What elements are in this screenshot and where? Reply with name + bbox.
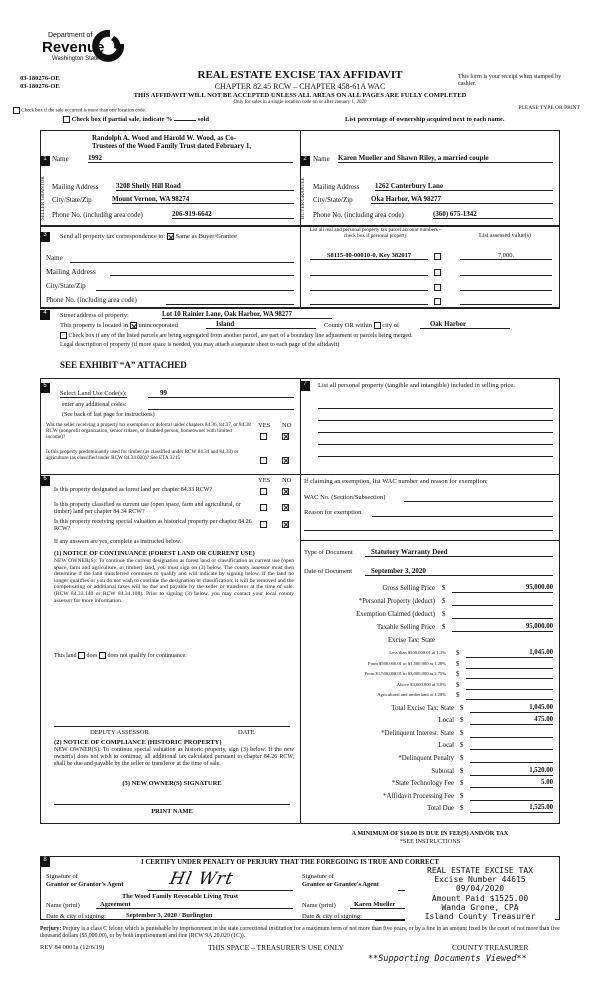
perjury-label: Perjury: bbox=[40, 926, 62, 932]
dept-name: Revenue bbox=[42, 39, 105, 56]
tax-total-7-value[interactable] bbox=[470, 792, 553, 801]
tax-total-2-currency: $ bbox=[460, 729, 464, 737]
s6-q1-yes[interactable] bbox=[260, 487, 267, 495]
s5-q1: Was the seller receiving a property tax exemption or deferral under chapters 84.36, 84.37, or 84.38 RCW (nonprofit organization, senior citizen, or disabled person, homeowner with limited income)? bbox=[46, 422, 251, 440]
s6-q2: Is this property classified as current use (open space, farm and agricultural, or timber) land per chapter 84.34 RCW? bbox=[54, 502, 241, 515]
s5-no-header: NO bbox=[282, 422, 292, 429]
assessed-line-3[interactable] bbox=[460, 290, 552, 291]
tax-row-1-value[interactable] bbox=[452, 597, 553, 606]
does-label: does bbox=[86, 652, 98, 659]
parcel-header: List all real and personal property tax parcel account numbers – check box if personal property bbox=[309, 227, 442, 239]
form-warning: THIS AFFIDAVIT WILL NOT BE ACCEPTED UNLESS ALL AREAS ON ALL PAGES ARE FULLY COMPLETED bbox=[133, 92, 467, 99]
stamp-line-6: Island County Treasurer bbox=[424, 912, 536, 922]
partial-sale-checkbox[interactable] bbox=[63, 116, 70, 123]
s5-q2: Is this property predominantly used for timber (as classified under RCW 84.34 and 84.33) or agriculture (as classified under RCW 84.34.020)? See ETA 3215 bbox=[46, 449, 239, 461]
s6-q3-yes[interactable] bbox=[260, 520, 267, 528]
reason-label: Reason for exemption bbox=[304, 509, 362, 516]
exhibit-a-note: SEE EXHIBIT “A” ATTACHED bbox=[60, 360, 187, 370]
tax-total-6-value[interactable]: 5.00 bbox=[470, 779, 553, 788]
type-doc-value[interactable]: Statutory Warranty Deed bbox=[365, 548, 553, 557]
form-code-2: 03-180276-OE bbox=[20, 83, 60, 90]
city-value[interactable]: Oak Harbor bbox=[420, 321, 510, 329]
reason-line-2[interactable] bbox=[304, 530, 553, 531]
tax-row-0-currency: $ bbox=[442, 585, 446, 592]
s3-mail-line[interactable] bbox=[110, 275, 294, 276]
seller-phone-value[interactable]: 206-919-6642 bbox=[172, 210, 294, 219]
parcel-personal-checkbox-4[interactable] bbox=[434, 297, 441, 305]
receipt-note: This form is your receipt when stamped by cashier. bbox=[458, 74, 562, 87]
treasurer-use-note: THIS SPACE – TREASURER'S USE ONLY bbox=[208, 943, 344, 952]
tax-total-8-value[interactable]: 1,525.00 bbox=[470, 804, 553, 813]
wac-no-label: WAC No. (Section/Subsection) bbox=[304, 494, 386, 501]
s3-city-line[interactable] bbox=[96, 290, 294, 291]
seller-name-line3: 1992 bbox=[88, 154, 293, 163]
buyer-city-value[interactable]: Oka Harbor, WA 98277 bbox=[371, 195, 553, 204]
legal-description-label: Legal description of property (if more space is needed, you may attach a separate sheet to each page of the affidavit) bbox=[60, 342, 340, 348]
tax-total-4-currency: $ bbox=[460, 754, 464, 762]
pp-line-3[interactable] bbox=[318, 432, 553, 433]
deputy-date-label: DATE bbox=[238, 729, 255, 736]
s5-q1-no[interactable] bbox=[282, 432, 289, 440]
does-not-label: does not qualify for continuance. bbox=[107, 652, 187, 659]
parcel-line-2[interactable] bbox=[310, 275, 428, 276]
section-7-badge: 7 bbox=[300, 381, 310, 391]
grantor-signature-line[interactable] bbox=[148, 890, 293, 891]
new-owner-signature-label: (3) NEW OWNER(S) SIGNATURE bbox=[122, 780, 222, 787]
tax-row-2-value[interactable] bbox=[452, 610, 553, 619]
tax-bracket-0-value[interactable]: 1,045.00 bbox=[466, 649, 553, 658]
tax-row-0-label: Gross Selling Price bbox=[382, 585, 435, 592]
parcel-number[interactable]: S8115-00-00010-0, Key 382017 bbox=[310, 252, 428, 260]
same-as-buyer-checkbox[interactable] bbox=[167, 233, 174, 240]
s6-if-any: If any answers are yes, complete as instructed below. bbox=[54, 539, 182, 545]
tax-total-5-value[interactable]: 1,520.00 bbox=[470, 767, 553, 776]
send-correspondence-row bbox=[60, 233, 237, 240]
located-label: This property is located in bbox=[60, 322, 129, 329]
seller-name-line2: Trustees of the Wood Family Trust dated February 1, bbox=[92, 142, 252, 150]
s6-q1: Is this property designated as forest land per chapter 84.33 RCW? bbox=[54, 487, 213, 493]
please-type: PLEASE TYPE OR PRINT bbox=[518, 105, 580, 111]
grantor-sig-label-l1: Signature of bbox=[46, 873, 78, 880]
buyer-phone-value[interactable]: (360) 675-1342 bbox=[433, 210, 553, 219]
certify-statement: I CERTIFY UNDER PENALTY OF PERJURY THAT THE FOREGOING IS TRUE AND CORRECT bbox=[141, 859, 439, 866]
sold-label: sold bbox=[197, 116, 210, 123]
city-of-label: city of bbox=[382, 322, 400, 329]
s6-yes-header: YES bbox=[258, 477, 271, 484]
buyer-name-value[interactable]: Karen Mueller and Shawn Riley, a married couple bbox=[338, 154, 553, 163]
tax-total-4-label: *Delinquent Penalty bbox=[398, 754, 454, 762]
located-row bbox=[60, 322, 178, 329]
grantor-date-label: Date & city of signing: bbox=[46, 913, 106, 920]
s5-q2-yes[interactable] bbox=[260, 456, 267, 464]
grantor-trust-name: The Wood Family Revocable Living Trust bbox=[121, 893, 239, 900]
buyer-side-label: BUYER GRANTEE bbox=[301, 177, 306, 219]
tax-total-2-label: *Delinquent Interest: State bbox=[381, 729, 454, 737]
s3-mail-label: Mailing Address bbox=[46, 267, 96, 276]
parcel-line-4[interactable] bbox=[310, 304, 428, 305]
seller-phone-label: Phone No. (including area code) bbox=[52, 211, 143, 219]
grantor-print-value[interactable]: Agreement bbox=[96, 901, 293, 909]
tax-total-8-currency: $ bbox=[460, 805, 464, 813]
buyer-city-label: City/State/Zip bbox=[313, 196, 353, 204]
tax-total-7-currency: $ bbox=[460, 792, 464, 800]
only-for-note: Only for sales in a single location code on or after January 1, 2020 bbox=[233, 100, 367, 105]
more-location-label: Check box if the sale occurred is more than one location code. bbox=[21, 108, 146, 114]
county-treasurer-label: COUNTY TREASURER bbox=[452, 943, 529, 952]
tax-row-1-label: *Personal Property (deduct) bbox=[358, 598, 435, 605]
tax-bracket-1-value[interactable] bbox=[466, 660, 553, 669]
buyer-mail-label: Mailing Address bbox=[313, 183, 360, 191]
notice-compliance-body: NEW OWNER(S): To continue special valuation as historic property, sign (3) below. If the new owner(s) does not wish to continue, all additional tax calculated pursuant to chapter 84.26 RCW, shall be due and payable by the seller or transferor at the time of sale. bbox=[54, 747, 294, 767]
section-1-badge: 1 bbox=[40, 156, 50, 166]
grantor-sig-label-l2: Grantor or Grantor's Agent bbox=[46, 881, 124, 888]
unincorporated-label: unincorporated bbox=[138, 322, 178, 329]
tax-row-3-currency: $ bbox=[442, 624, 446, 631]
parcel-personal-checkbox-2[interactable] bbox=[434, 268, 441, 276]
notice-continuance-title: (1) NOTICE OF CONTINUANCE (FOREST LAND OR CURRENT USE) bbox=[54, 550, 255, 557]
s5-yes-header: YES bbox=[258, 422, 271, 429]
tax-bracket-4-value[interactable] bbox=[466, 691, 553, 700]
tax-row-2-currency: $ bbox=[442, 611, 446, 618]
tax-bracket-4-currency: $ bbox=[456, 692, 460, 699]
pp-line-2[interactable] bbox=[318, 420, 553, 421]
grantee-print-value[interactable]: Karen Mueller bbox=[350, 901, 410, 909]
county-label: County OR within bbox=[324, 322, 373, 329]
date-doc-label: Date of Document bbox=[304, 568, 353, 575]
s6-q3-no[interactable] bbox=[282, 520, 289, 528]
grantor-signature: Hl Wrt bbox=[167, 869, 236, 889]
date-doc-value[interactable]: September 3, 2020 bbox=[365, 567, 553, 576]
this-land-label: This land bbox=[54, 652, 77, 659]
buyer-mail-value[interactable]: 1262 Canterbury Lane bbox=[375, 182, 553, 191]
same-as-buyer-label: Same as Buyer/Grantee bbox=[175, 233, 237, 240]
tax-bracket-3-currency: $ bbox=[456, 681, 460, 689]
parcel-personal-checkbox-1[interactable] bbox=[434, 252, 441, 260]
tax-row-1-currency: $ bbox=[442, 598, 446, 605]
perjury-note bbox=[40, 926, 560, 940]
tax-row-0-value[interactable]: 95,000.00 bbox=[452, 584, 553, 593]
notice-compliance-title: (2) NOTICE OF COMPLIANCE (HISTORIC PROPERTY) bbox=[54, 739, 222, 746]
land-use-value[interactable]: 99 bbox=[148, 389, 294, 398]
seller-name-block bbox=[92, 134, 300, 150]
county-row bbox=[324, 322, 399, 329]
tax-bracket-1-currency: $ bbox=[456, 660, 460, 668]
grantee-print-label: Name (print) bbox=[302, 902, 336, 909]
send-correspondence-label: Send all property tax correspondence to: bbox=[60, 233, 166, 240]
section-6-badge: 6 bbox=[40, 476, 50, 486]
check-partial-row bbox=[63, 116, 209, 123]
see-back-note: (See back of last page for instructions) bbox=[62, 412, 155, 418]
tax-total-2-value[interactable] bbox=[470, 729, 553, 738]
type-doc-label: Type of Document bbox=[304, 549, 353, 556]
street-label: Street address of property: bbox=[60, 312, 129, 319]
buyer-name-label: Name bbox=[313, 155, 330, 163]
section-4-badge: 4 bbox=[40, 310, 50, 320]
grantee-date-label: Date & city of signing: bbox=[302, 913, 362, 920]
tax-total-3-value[interactable] bbox=[470, 741, 553, 750]
section-2-badge: 2 bbox=[300, 156, 310, 166]
tax-total-6-currency: $ bbox=[460, 780, 464, 788]
seller-mail-value[interactable]: 3208 Shelly Hill Road bbox=[116, 182, 294, 191]
assessed-header: List assessed value(s) bbox=[479, 233, 531, 239]
land-use-label: Select Land Use Code(s): bbox=[60, 390, 127, 397]
s3-city-label: City/State/Zip bbox=[46, 282, 86, 290]
grantor-print-label: Name (print) bbox=[46, 902, 80, 909]
pp-line-1[interactable] bbox=[318, 408, 553, 409]
qualify-row bbox=[54, 652, 187, 659]
parcel-line-3[interactable] bbox=[310, 290, 428, 291]
tax-total-1-value[interactable]: 475.00 bbox=[470, 716, 553, 725]
minimum-due-note: A MINIMUM OF $10.00 IS DUE IN FEE(S) AND/OR TAX bbox=[351, 830, 509, 837]
grantee-sig-label bbox=[302, 873, 379, 889]
tax-total-3-currency: $ bbox=[460, 742, 464, 750]
tax-total-5-currency: $ bbox=[460, 767, 464, 775]
s3-name-line[interactable] bbox=[70, 262, 294, 263]
seller-mail-label: Mailing Address bbox=[52, 183, 99, 191]
section-5-badge: 5 bbox=[40, 383, 50, 393]
tax-bracket-1-label: From $500,000.01 to $1,500,000 at 1.28% bbox=[367, 660, 446, 666]
exemption-claim-label: If claiming an exemption, list WAC number and reason for exemption: bbox=[304, 478, 488, 485]
tax-total-1-currency: $ bbox=[460, 717, 464, 725]
treasurer-stamp bbox=[405, 866, 555, 921]
s6-no-header: NO bbox=[282, 477, 292, 484]
tax-bracket-0-label: Less than $500,000.01 at 1.1% bbox=[389, 650, 446, 655]
tax-total-0-label: Total Excise Tax: State bbox=[391, 704, 454, 712]
tax-total-3-label: Local bbox=[438, 742, 454, 750]
tax-total-8-label: Total Due bbox=[427, 805, 454, 813]
assessed-line-4[interactable] bbox=[460, 304, 552, 305]
section-8-badge: 8 bbox=[40, 857, 50, 867]
dept-line: Department of bbox=[48, 32, 93, 39]
stamp-line-2: Excise Number 44615 bbox=[434, 875, 526, 885]
tax-total-0-value[interactable]: 1,045.00 bbox=[470, 704, 553, 713]
see-instructions-note: *SEE INSTRUCTIONS bbox=[399, 838, 461, 845]
parcel-personal-checkbox-3[interactable] bbox=[434, 283, 441, 291]
notice-continuance-body: NEW OWNER(S): To continue the current designation as forest land or classification as current use (open space, farm and agriculture, or timber) land, you must sign on (3) below. The county assessor must then determine if the land transferred continues to qualify and will indicate by signing below. If the land no longer qualifies or you do not wish to continue the designation or classification, it will be removed and the compensating or additional taxes will be due and payable by the seller or transferor at the time of sale. (RCW 84.33.140 or RCW 84.34.108). Prior to signing (3) below, you may contact your local county assessor for more information. bbox=[54, 558, 294, 604]
reason-line-1[interactable] bbox=[372, 516, 553, 517]
assessed-value[interactable]: 7,000. bbox=[460, 252, 552, 260]
form-title: REAL ESTATE EXCISE TAX AFFIDAVIT bbox=[197, 69, 403, 81]
check-more-location-row bbox=[13, 107, 146, 114]
tax-row-3-label: Taxable Selling Price bbox=[376, 624, 435, 631]
list-percentage-note: List percentage of ownership acquired next to each name. bbox=[345, 116, 505, 123]
perjury-text: Perjury is a class C felony which is punishable by imprisonment in the state correctional institution for a maximum term of not more than five years, or by a fine in an amount fixed by the court of not more than five thousand dollars ($5,000.00), or by both imprisonment and fine (RCW 9A.20.020 (1C)). bbox=[40, 926, 560, 939]
s3-name-label: Name bbox=[46, 254, 63, 262]
tax-bracket-3-label: Above $3,000,000 at 3.0% bbox=[396, 681, 446, 687]
pp-line-5[interactable] bbox=[318, 456, 553, 457]
tax-total-0-currency: $ bbox=[460, 704, 464, 712]
partial-sale-label: Check box if partial sale, indicate % bbox=[71, 116, 173, 123]
seller-name-line1: Randolph A. Wood and Harold W. Wood, as Co- bbox=[92, 134, 237, 142]
does-not-qualify-checkbox[interactable] bbox=[99, 652, 106, 659]
segregated-checkbox[interactable] bbox=[60, 332, 67, 339]
tax-row-2-label: Exemption Claimed (deduct) bbox=[356, 611, 435, 618]
revenue-logo bbox=[40, 26, 130, 70]
segregated-row bbox=[60, 332, 560, 339]
city-checkbox[interactable] bbox=[374, 322, 381, 329]
personal-property-label: List all personal property (tangible and intangible) included in selling price. bbox=[318, 382, 515, 389]
s6-q2-no[interactable] bbox=[282, 503, 289, 511]
seller-name-label: Name bbox=[52, 155, 69, 163]
tax-bracket-4-label: Agricultural and timberland at 1.28% bbox=[377, 692, 446, 697]
seller-side-label: SELLER GRANTOR bbox=[41, 176, 46, 220]
s3-phone-line[interactable] bbox=[166, 304, 294, 305]
more-location-checkbox[interactable] bbox=[13, 107, 20, 114]
street-value[interactable]: Lot 10 Rainier Lane, Oak Harbor, WA 98277 bbox=[162, 311, 332, 319]
form-chapter: CHAPTER 82.45 RCW – CHAPTER 458-61A WAC bbox=[214, 82, 386, 91]
s6-q3: Is this property receiving special valuation as historical property per chapter 84.26 RCW? bbox=[54, 519, 252, 532]
segregated-label: Check box if any of the listed parcels are being segregated from another parcel, are part of a boundary line adjustment or parcels being merged. bbox=[68, 332, 413, 339]
form-code-1: 03-180276-OE bbox=[20, 75, 60, 82]
tax-row-3-value[interactable]: 95,000.00 bbox=[452, 623, 553, 632]
tax-total-7-label: *Affidavit Processing Fee bbox=[383, 792, 454, 800]
deputy-assessor-label: DEPUTY ASSESSOR bbox=[90, 729, 149, 736]
stamp-line-1: REAL ESTATE EXCISE TAX bbox=[427, 866, 533, 875]
tax-total-1-label: Local bbox=[438, 717, 454, 725]
supporting-docs-stamp: **Supporting Documents Viewed** bbox=[368, 954, 527, 964]
county-value[interactable]: Island bbox=[206, 321, 316, 329]
tax-bracket-2-label: From $1,500,000.01 to $3,000,000 at 2.75% bbox=[364, 671, 446, 676]
print-name-label: PRINT NAME bbox=[151, 808, 193, 815]
grantee-sig-label-l2: Grantee or Grantee's Agent bbox=[302, 881, 379, 888]
excise-state-label: Excise Tax: State bbox=[388, 637, 435, 644]
tax-total-5-label: Subtotal bbox=[431, 767, 454, 775]
tax-bracket-2-currency: $ bbox=[456, 671, 460, 678]
s3-phone-label: Phone No. (including area code) bbox=[46, 296, 137, 304]
pp-line-4[interactable] bbox=[318, 444, 553, 445]
grantee-sig-label-l1: Signature of bbox=[302, 873, 334, 880]
s5-q1-yes[interactable] bbox=[260, 432, 267, 440]
revision-code: REV 84 0001a (12/6/19) bbox=[40, 944, 105, 951]
tax-total-4-value[interactable] bbox=[470, 754, 553, 763]
stamp-line-3: 09/04/2020 bbox=[455, 884, 505, 894]
tax-total-6-label: *State Technology Fee bbox=[391, 780, 454, 788]
s6-q2-yes[interactable] bbox=[260, 503, 267, 511]
unincorporated-checkbox[interactable] bbox=[130, 322, 137, 329]
section-3-badge: 3 bbox=[40, 232, 50, 242]
additional-codes-line[interactable] bbox=[148, 409, 294, 410]
stamp-line-4: Amount Paid $1525.00 bbox=[431, 893, 529, 903]
seller-city-label: City/State/Zip bbox=[52, 196, 92, 204]
s6-q1-no[interactable] bbox=[282, 487, 289, 495]
wac-no-line[interactable] bbox=[404, 501, 553, 502]
dept-state: Washington State bbox=[52, 56, 100, 62]
tax-bracket-3-value[interactable] bbox=[466, 681, 553, 690]
grantor-sig-label bbox=[46, 873, 124, 889]
tax-bracket-0-currency: $ bbox=[456, 650, 460, 657]
buyer-phone-label: Phone No. (including area code) bbox=[313, 211, 404, 219]
grantor-date-value[interactable]: September 3, 2020 / Burlington bbox=[120, 912, 293, 920]
seller-city-value[interactable]: Mount Vernon, WA 98274 bbox=[112, 195, 294, 204]
stamp-line-5: Wanda Grone, CPA bbox=[441, 902, 519, 912]
s5-q2-no[interactable] bbox=[282, 456, 289, 464]
tax-bracket-2-value[interactable] bbox=[466, 670, 553, 679]
does-qualify-checkbox[interactable] bbox=[78, 652, 85, 659]
additional-codes-label: enter any additional codes: bbox=[62, 402, 127, 408]
assessed-line-2[interactable] bbox=[460, 275, 552, 276]
